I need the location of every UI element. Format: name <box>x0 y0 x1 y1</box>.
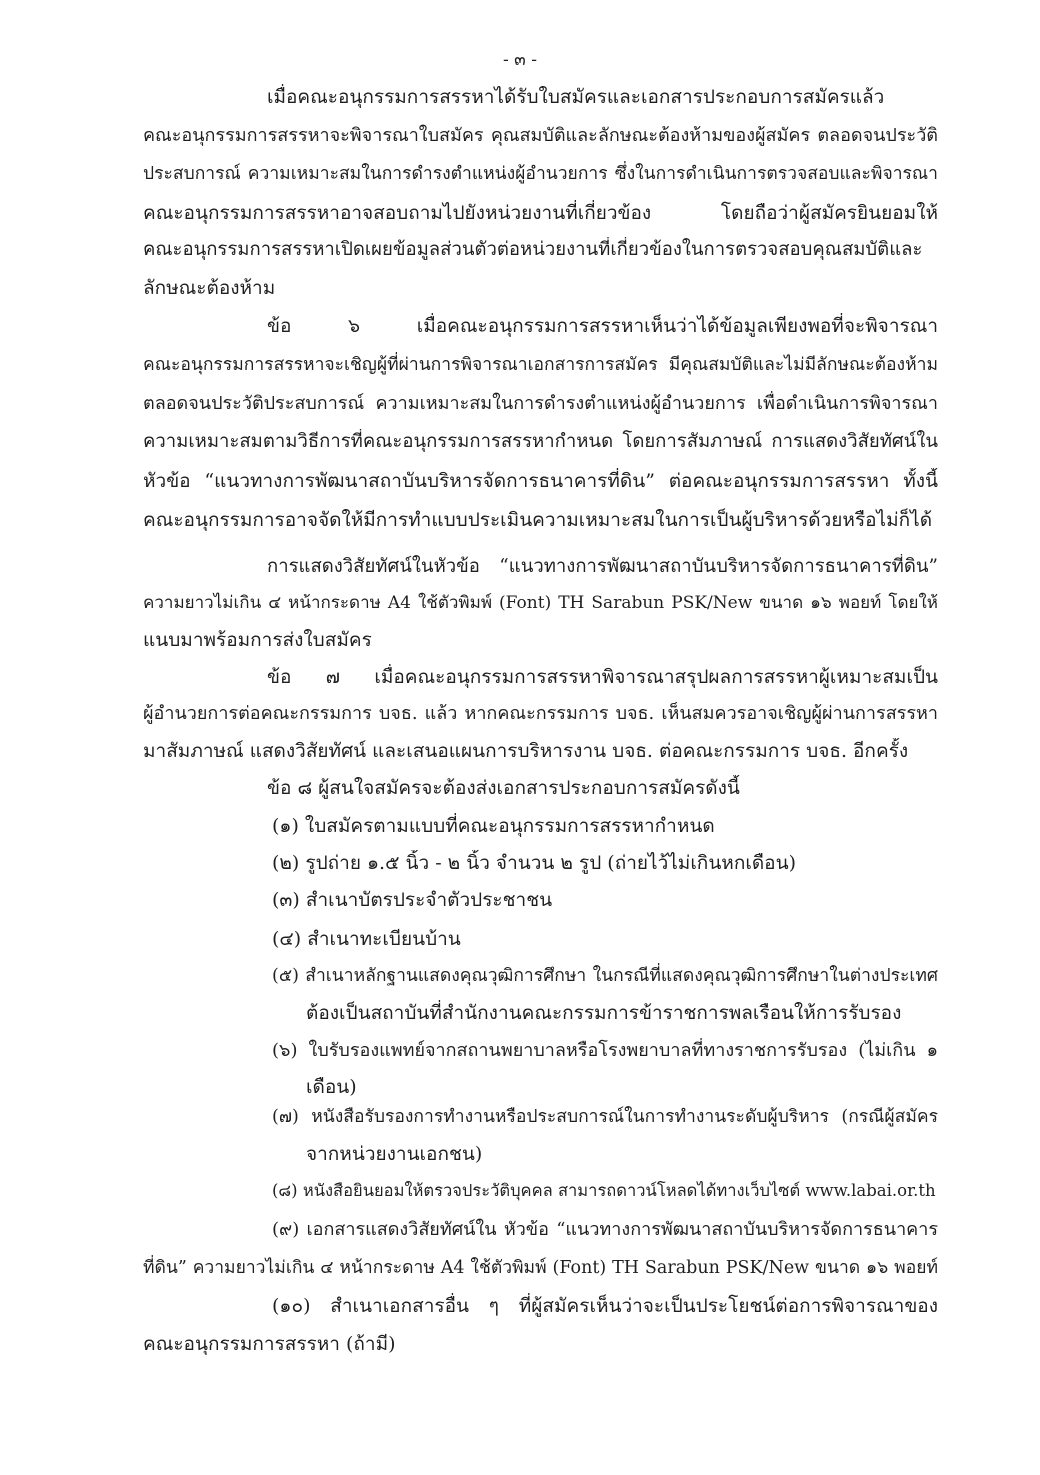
paragraph-line: คณะอนุกรรมการอาจจัดให้มีการทำแบบประเมินความเหมาะสมในการเป็นผู้บริหารด้วยหรือไม่ก็ได้ <box>143 509 933 531</box>
list-item-continuation: คณะอนุกรรมการสรรหา (ถ้ามี) <box>143 1333 396 1355</box>
list-item: (๖) ใบรับรองแพทย์จากสถานพยาบาลหรือโรงพยาบาลที่ทางราชการรับรอง (ไม่เกิน ๑ <box>272 1040 938 1061</box>
paragraph-line: คณะอนุกรรมการสรรหาอาจสอบถามไปยังหน่วยงานที่เกี่ยวข้อง โดยถือว่าผู้สมัครยินยอมให้ <box>143 202 938 224</box>
paragraph-line: ลักษณะต้องห้าม <box>143 277 276 299</box>
list-item: (๕) สำเนาหลักฐานแสดงคุณวุฒิการศึกษา ในกรณีที่แสดงคุณวุฒิการศึกษาในต่างประเทศ <box>272 966 938 986</box>
paragraph-line: คณะอนุกรรมการสรรหาจะเชิญผู้ที่ผ่านการพิจารณาเอกสารการสมัคร มีคุณสมบัติและไม่มีลักษณะต้องห้าม <box>143 355 938 375</box>
paragraph-line: ความเหมาะสมตามวิธีการที่คณะอนุกรรมการสรรหากำหนด โดยการสัมภาษณ์ การแสดงวิสัยทัศน์ใน <box>143 431 938 452</box>
paragraph-line: ประสบการณ์ ความเหมาะสมในการดำรงตำแหน่งผู้อำนวยการ ซึ่งในการดำเนินการตรวจสอบและพิจารณา <box>143 164 938 184</box>
paragraph-line: แนบมาพร้อมการส่งใบสมัคร <box>143 629 372 651</box>
paragraph-line: คณะอนุกรรมการสรรหาจะพิจารณาใบสมัคร คุณสมบัติและลักษณะต้องห้ามของผู้สมัคร ตลอดจนประวัติ <box>143 125 938 146</box>
list-item: (๙) เอกสารแสดงวิสัยทัศน์ใน หัวข้อ “แนวทางการพัฒนาสถาบันบริหารจัดการธนาคาร <box>272 1219 938 1240</box>
list-item-continuation: จากหน่วยงานเอกชน) <box>306 1143 483 1165</box>
clause-6-heading: ข้อ ๖ เมื่อคณะอนุกรรมการสรรหาเห็นว่าได้ข้อมูลเพียงพอที่จะพิจารณา <box>267 315 938 337</box>
list-item-continuation: ต้องเป็นสถาบันที่สำนักงานคณะกรรมการข้าราชการพลเรือนให้การรับรอง <box>306 1002 902 1024</box>
page-number: - ๓ - <box>503 50 537 70</box>
list-item: (๘) หนังสือยินยอมให้ตรวจประวัติบุคคล สามารถดาวน์โหลดได้ทางเว็บไซต์ www.labai.or.th <box>272 1181 936 1200</box>
paragraph-line: ผู้อำนวยการต่อคณะกรรมการ บจธ. แล้ว หากคณะกรรมการ บจธ. เห็นสมควรอาจเชิญผู้ผ่านการสรรหา <box>143 703 938 724</box>
list-item: (๑) ใบสมัครตามแบบที่คณะอนุกรรมการสรรหากำหนด <box>272 815 715 837</box>
list-item: (๗) หนังสือรับรองการทำงานหรือประสบการณ์ในการทำงานระดับผู้บริหาร (กรณีผู้สมัคร <box>272 1107 938 1127</box>
list-item: (๓) สำเนาบัตรประจำตัวประชาชน <box>272 889 553 911</box>
list-item-continuation: ที่ดิน” ความยาวไม่เกิน ๔ หน้ากระดาษ A4 ใช้ตัวพิมพ์ (Font) TH Sarabun PSK/New ขนาด ๑๖ พอยท์ <box>143 1258 938 1278</box>
paragraph-line: ตลอดจนประวัติประสบการณ์ ความเหมาะสมในการดำรงตำแหน่งผู้อำนวยการ เพื่อดำเนินการพิจารณา <box>143 393 938 414</box>
paragraph-line: คณะอนุกรรมการสรรหาเปิดเผยข้อมูลส่วนตัวต่อหน่วยงานที่เกี่ยวข้องในการตรวจสอบคุณสมบัติและ <box>143 239 923 260</box>
paragraph-line: การแสดงวิสัยทัศน์ในหัวข้อ “แนวทางการพัฒนาสถาบันบริหารจัดการธนาคารที่ดิน” <box>267 556 938 577</box>
paragraph-line: ความยาวไม่เกิน ๔ หน้ากระดาษ A4 ใช้ตัวพิมพ์ (Font) TH Sarabun PSK/New ขนาด ๑๖ พอยท์ โดยให้ <box>143 593 938 613</box>
list-item: (๒) รูปถ่าย ๑.๕ นิ้ว - ๒ นิ้ว จำนวน ๒ รูป (ถ่ายไว้ไม่เกินหกเดือน) <box>272 852 796 874</box>
paragraph-line: เมื่อคณะอนุกรรมการสรรหาได้รับใบสมัครและเอกสารประกอบการสมัครแล้ว <box>267 86 885 108</box>
clause-7-heading: ข้อ ๗ เมื่อคณะอนุกรรมการสรรหาพิจารณาสรุปผลการสรรหาผู้เหมาะสมเป็น <box>267 666 938 688</box>
clause-8-heading: ข้อ ๘ ผู้สนใจสมัครจะต้องส่งเอกสารประกอบการสมัครดังนี้ <box>267 777 740 799</box>
list-item-continuation: เดือน) <box>306 1076 357 1098</box>
list-item: (๑๐) สำเนาเอกสารอื่น ๆ ที่ผู้สมัครเห็นว่าจะเป็นประโยชน์ต่อการพิจารณาของ <box>272 1295 938 1317</box>
paragraph-line: หัวข้อ “แนวทางการพัฒนาสถาบันบริหารจัดการธนาคารที่ดิน” ต่อคณะอนุกรรมการสรรหา ทั้งนี้ <box>143 470 938 492</box>
paragraph-line: มาสัมภาษณ์ แสดงวิสัยทัศน์ และเสนอแผนการบริหารงาน บจธ. ต่อคณะกรรมการ บจธ. อีกครั้ง <box>143 740 909 762</box>
list-item: (๔) สำเนาทะเบียนบ้าน <box>272 928 461 950</box>
